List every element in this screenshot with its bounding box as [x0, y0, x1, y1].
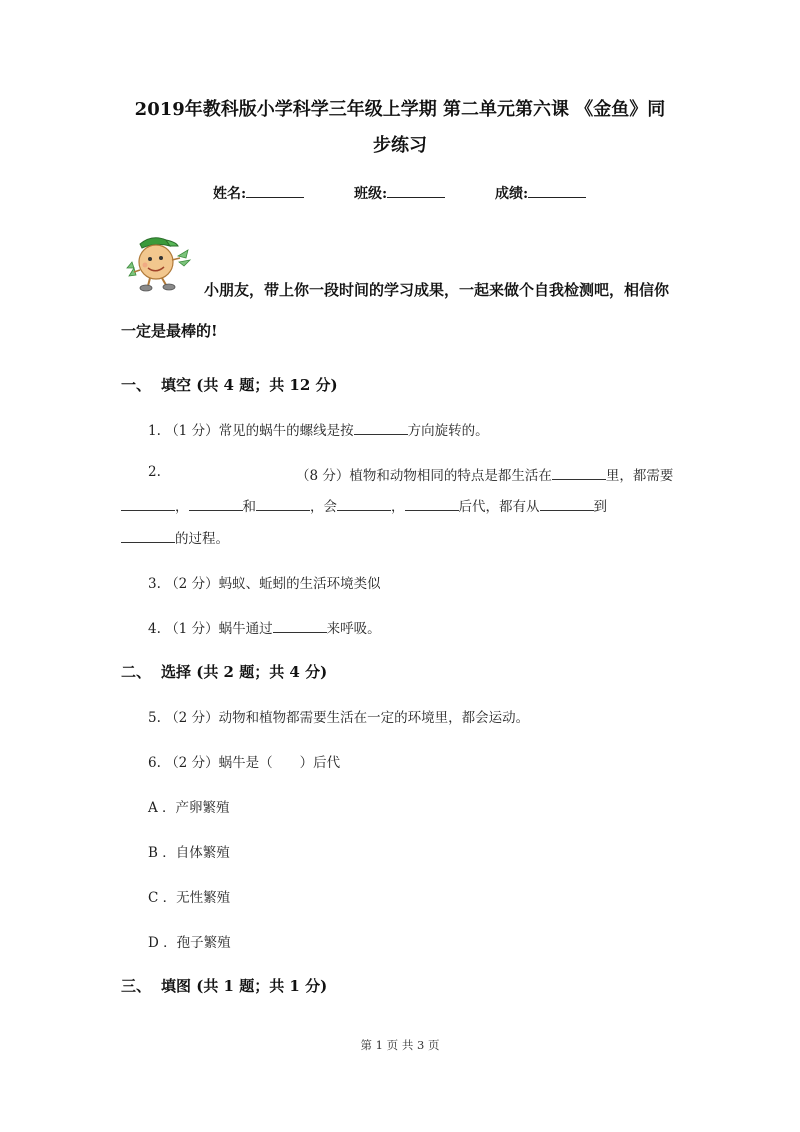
section-title: 填图 (共 1 题；共 1 分)	[161, 977, 328, 995]
answer-blank[interactable]	[405, 497, 459, 511]
question-text: （1 分）蜗牛通过	[165, 621, 273, 637]
answer-blank[interactable]	[273, 619, 327, 633]
option-text: 产卵繁殖	[175, 800, 230, 816]
question-text: （8 分）植物和动物相同的特点是都生活在	[296, 468, 552, 484]
option-d[interactable]	[148, 931, 231, 951]
question-3	[148, 572, 381, 592]
answer-blank[interactable]	[189, 497, 243, 511]
score-label: 成绩:	[495, 186, 529, 202]
mascot-icon	[126, 232, 198, 294]
question-text: （2 分）蜗牛是（ ）后代	[165, 755, 341, 771]
title-line-1: 2019年教科版小学科学三年级上学期 第二单元第六课 《金鱼》同	[134, 99, 666, 120]
name-field	[213, 183, 304, 203]
section-number: 三、	[121, 977, 152, 995]
question-text: （2 分）蚂蚁、蚯蚓的生活环境类似	[165, 576, 381, 592]
intro-line-1: 小朋友，带上你一段时间的学习成果，一起来做个自我检测吧，相信你	[204, 281, 670, 299]
question-text: （1 分）常见的蜗牛的螺线是按	[165, 423, 354, 439]
question-number: 5.	[148, 710, 161, 726]
question-text: 来呼吸。	[326, 621, 381, 637]
question-number: 6.	[148, 755, 161, 771]
question-text: （2 分）动物和植物都需要生活在一定的环境里，都会运动。	[165, 710, 530, 726]
worksheet-title	[110, 92, 690, 164]
question-number: 3.	[148, 576, 161, 592]
answer-blank[interactable]	[354, 421, 408, 435]
question-2-line-2	[121, 495, 607, 515]
section-number: 二、	[121, 663, 152, 681]
question-4	[148, 617, 381, 637]
answer-blank[interactable]	[337, 497, 391, 511]
class-field	[354, 183, 445, 203]
score-field	[495, 183, 586, 203]
section-title: 选择 (共 2 题；共 4 分)	[161, 663, 328, 681]
option-text: 自体繁殖	[175, 845, 230, 861]
class-blank[interactable]	[387, 183, 445, 198]
question-text: 的过程。	[175, 531, 229, 547]
question-6	[148, 751, 340, 771]
option-key: B ．	[148, 845, 176, 861]
answer-blank[interactable]	[121, 497, 175, 511]
option-c[interactable]	[148, 886, 230, 906]
question-5	[148, 706, 529, 726]
section-diagram	[121, 975, 327, 996]
question-text: 后代，都有从	[458, 499, 540, 515]
option-b[interactable]	[148, 841, 230, 861]
question-text: ，	[391, 499, 405, 515]
answer-blank[interactable]	[256, 497, 310, 511]
name-label: 姓名:	[213, 186, 247, 202]
answer-blank[interactable]	[540, 497, 594, 511]
section-multiple-choice	[121, 661, 327, 682]
option-key: A ．	[148, 800, 176, 816]
name-blank[interactable]	[246, 183, 304, 198]
answer-blank[interactable]	[552, 466, 606, 480]
section-number: 一、	[121, 376, 152, 394]
question-text: 和	[242, 499, 256, 515]
question-text: ，会	[310, 499, 337, 515]
class-label: 班级:	[354, 186, 388, 202]
page-footer: 第 1 页 共 3 页	[360, 1038, 440, 1052]
score-blank[interactable]	[528, 183, 586, 198]
question-number: 1.	[148, 423, 161, 439]
question-1	[148, 419, 489, 439]
title-line-2: 步练习	[373, 135, 427, 156]
question-number: 4.	[148, 621, 161, 637]
option-key: D ．	[148, 935, 177, 951]
question-text: 方向旋转的。	[407, 423, 489, 439]
section-fill-blank	[121, 374, 338, 395]
question-2-line-1	[296, 464, 673, 484]
question-text: ，	[175, 499, 189, 515]
option-a[interactable]	[148, 796, 230, 816]
question-2-line-3	[121, 527, 229, 547]
question-number: 2.	[148, 464, 161, 480]
question-text: 里，都需要	[605, 468, 674, 484]
section-title: 填空 (共 4 题；共 12 分)	[161, 376, 338, 394]
option-text: 孢子繁殖	[176, 935, 231, 951]
option-text: 无性繁殖	[176, 890, 231, 906]
question-text: 到	[593, 499, 607, 515]
intro-line-2: 一定是最棒的!	[121, 322, 218, 340]
option-key: C ．	[148, 890, 177, 906]
question-2	[148, 464, 161, 480]
answer-blank[interactable]	[121, 529, 175, 543]
